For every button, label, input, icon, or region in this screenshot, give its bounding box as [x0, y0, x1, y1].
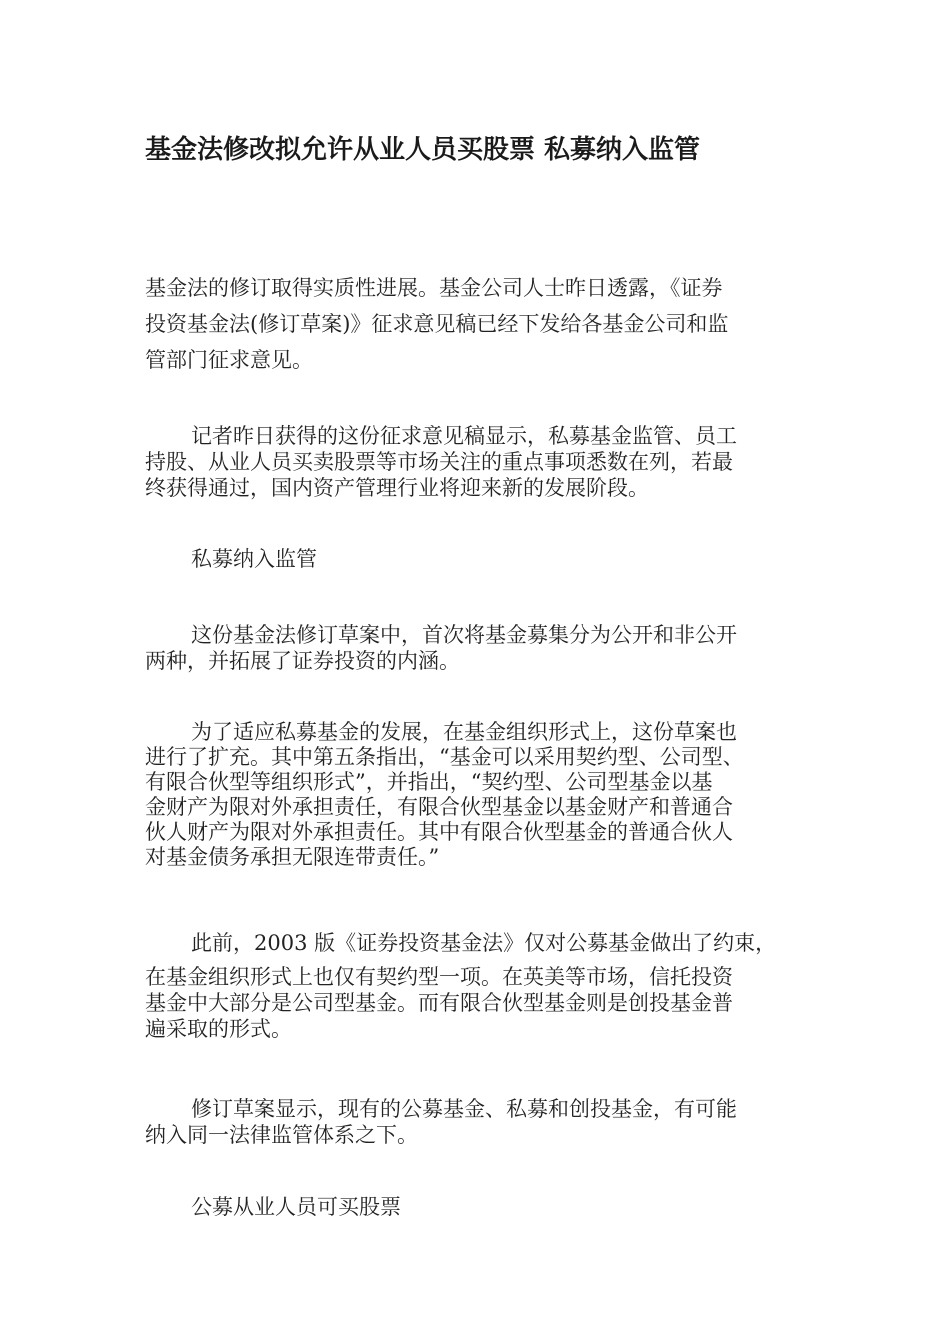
paragraph-intro	[145, 270, 807, 378]
paragraph-line: 纳入同一法律监管体系之下。	[145, 1123, 418, 1147]
paragraph-line: 为了适应私募基金的发展，在基金组织形式上，这份草案也	[191, 720, 737, 744]
section-heading: 公募从业人员可买股票	[191, 1195, 401, 1219]
paragraph-draft-overview	[145, 423, 807, 501]
paragraph-2003-law	[145, 930, 807, 1042]
section-heading-private-fund	[145, 546, 807, 572]
document-title: 基金法修改拟允许从业人员买股票 私募纳入监管	[145, 135, 701, 165]
paragraph-line: 伙人财产为限对外承担责任。其中有限合伙型基金的普通合伙人	[145, 820, 733, 844]
paragraph-line: 有限合伙型等组织形式”，并指出，“契约型、公司型基金以基	[145, 770, 713, 794]
paragraph-line: 金财产为限对外承担责任，有限合伙型基金以基金财产和普通合	[145, 795, 733, 819]
paragraph-line: 基金法的修订取得实质性进展。基金公司人士昨日透露，《证券	[145, 276, 723, 300]
paragraph-line: 对基金债务承担无限连带责任。”	[145, 845, 440, 869]
paragraph-line: 管部门征求意见。	[145, 348, 313, 372]
paragraph-fundraising	[145, 622, 807, 674]
paragraph-line: 修订草案显示，现有的公募基金、私募和创投基金，有可能	[191, 1097, 737, 1121]
paragraph-line: 在基金组织形式上也仅有契约型一项。在英美等市场，信托投资	[145, 965, 733, 989]
paragraph-unified-regulation	[145, 1096, 807, 1148]
paragraph-line: 基金中大部分是公司型基金。而有限合伙型基金则是创投基金普	[145, 991, 733, 1015]
paragraph-line: 此前，2003 版《证券投资基金法》仅对公募基金做出了约束，	[191, 931, 777, 955]
paragraph-line: 这份基金法修订草案中，首次将基金募集分为公开和非公开	[191, 623, 737, 647]
paragraph-line: 投资基金法(修订草案)》征求意见稿已经下发给各基金公司和监	[145, 312, 729, 336]
paragraph-line: 进行了扩充。其中第五条指出，“基金可以采用契约型、公司型、	[145, 745, 744, 769]
paragraph-organization-forms	[145, 720, 807, 870]
paragraph-line: 两种，并拓展了证券投资的内涵。	[145, 649, 460, 673]
section-heading: 私募纳入监管	[191, 547, 317, 571]
paragraph-line: 遍采取的形式。	[145, 1017, 292, 1041]
paragraph-line: 终获得通过，国内资产管理行业将迎来新的发展阶段。	[145, 476, 649, 500]
paragraph-line: 记者昨日获得的这份征求意见稿显示，私募基金监管、员工	[191, 424, 737, 448]
section-heading-staff-stocks	[145, 1194, 807, 1220]
paragraph-line: 持股、从业人员买卖股票等市场关注的重点事项悉数在列，若最	[145, 450, 733, 474]
